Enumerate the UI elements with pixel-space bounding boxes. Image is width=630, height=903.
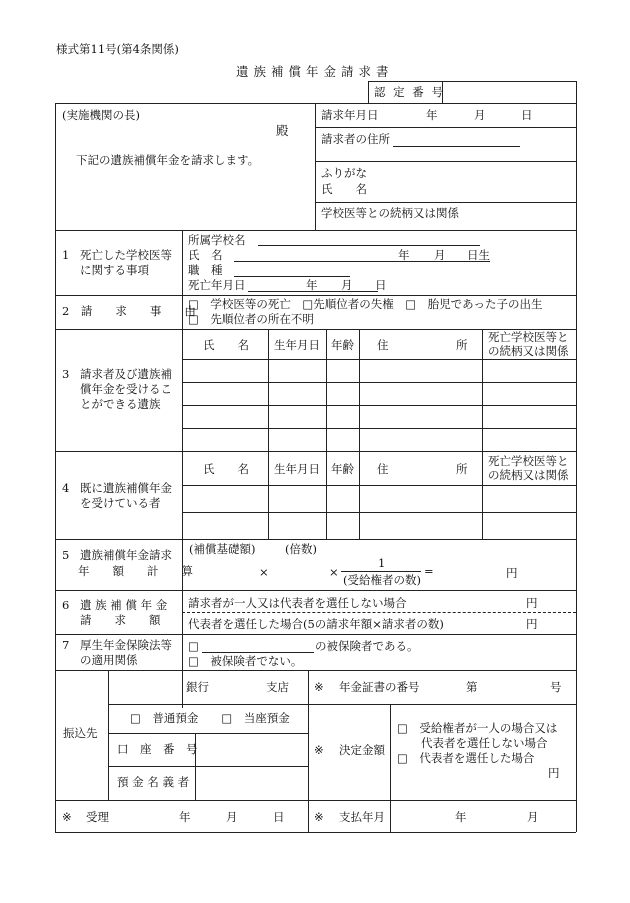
receipt-mark: ※ — [62, 810, 72, 824]
sec1-number: 1 — [62, 248, 70, 262]
deposit-type-options[interactable]: □ 普通預金 □ 当座預金 — [130, 711, 290, 725]
date-unit-day: 日 — [521, 108, 533, 122]
sec3-col-relation-line2: の続柄又は関係 — [488, 344, 569, 358]
account-holder-field[interactable] — [196, 767, 307, 799]
sec2-label: 2 請 求 事 由 — [62, 304, 196, 318]
sec6-label-line2: 請 求 額 — [80, 613, 161, 627]
form-title: 遺族補償年金請求書 — [236, 64, 394, 79]
decision-mark: ※ — [314, 743, 324, 757]
death-unit-month: 月 — [341, 278, 353, 292]
sec3-number: 3 — [62, 367, 70, 381]
decision-option1-line1[interactable]: □ 受給権者が一人の場合又は — [397, 721, 558, 735]
account-holder-label: 預 金 名 義 者 — [117, 775, 190, 789]
fraction-numerator: 1 — [378, 556, 386, 570]
cert-no-label: 認 定 番 号 — [374, 85, 445, 99]
furigana-label: ふりがな — [321, 166, 367, 180]
death-date-label: 死亡年月日 — [188, 278, 246, 292]
reason-line-2[interactable]: □ 先順位者の所在不明 — [188, 312, 314, 326]
sec7-label-line2: の適用関係 — [80, 653, 138, 667]
address-label: 請求者の住所 — [321, 132, 390, 146]
pension-cert-dai: 第 — [466, 680, 478, 694]
request-text: 下記の遺族補償年金を請求します。 — [76, 153, 260, 167]
form-id: 様式第11号(第4条関係) — [56, 42, 179, 56]
sec7-option1-checkbox[interactable]: □ — [188, 639, 199, 653]
sec6-row1-label: 請求者が一人又は代表者を選任しない場合 — [188, 596, 407, 610]
sec4-label-line2: を受けている者 — [80, 496, 161, 510]
pay-month-label: 支払年月 — [339, 810, 385, 824]
sec3-label-line3: とができる遺族 — [80, 397, 161, 411]
birth-unit-month: 月 — [434, 248, 446, 262]
sec7-number: 7 — [62, 638, 70, 652]
pension-cert-mark: ※ — [314, 680, 324, 694]
sec7-option1-text: の被保険者である。 — [315, 639, 419, 653]
sec7-label-line1: 厚生年金保険法等 — [80, 638, 172, 652]
deceased-name-field[interactable] — [234, 261, 490, 262]
death-unit-year: 年 — [306, 278, 318, 292]
sec6-label-line1: 遺 族 補 償 年 金 — [80, 598, 168, 612]
death-unit-day: 日 — [375, 278, 387, 292]
receipt-unit-day: 日 — [273, 810, 285, 824]
sec4-col-age: 年齢 — [331, 462, 354, 476]
receipt-label: 受理 — [86, 810, 109, 824]
pay-month-mark: ※ — [314, 810, 324, 824]
base-amount-label: (補償基礎額) — [189, 542, 256, 556]
sec1-label-line2: に関する事項 — [80, 263, 149, 277]
sec4-number: 4 — [62, 481, 70, 495]
pay-unit-month: 月 — [527, 810, 539, 824]
sec3-label-line2: 償年金を受けるこ — [80, 382, 172, 396]
receipt-unit-month: 月 — [226, 810, 238, 824]
job-label: 職 種 — [188, 263, 223, 277]
pension-cert-go: 号 — [550, 680, 562, 694]
school-field[interactable] — [258, 245, 480, 246]
decision-option2[interactable]: □ 代表者を選任した場合 — [397, 751, 535, 765]
sec1-label-line1: 死亡した学校医等 — [80, 248, 172, 262]
sec4-col-birth: 生年月日 — [274, 462, 320, 476]
bank-transfer-label: 振込先 — [63, 726, 98, 740]
receipt-unit-year: 年 — [179, 810, 191, 824]
sec5-label-line2: 年 額 計 算 — [78, 564, 193, 578]
account-number-label: 口 座 番 号 — [117, 742, 198, 756]
sec7-option2[interactable]: □ 被保険者でない。 — [188, 654, 303, 668]
school-label: 所属学校名 — [188, 233, 246, 247]
sec3-col-addr-right: 所 — [456, 338, 468, 352]
job-field[interactable] — [234, 276, 350, 277]
times-sign-1: × — [259, 565, 269, 579]
sec6-row2-yen: 円 — [526, 617, 538, 631]
sec5-label-line1: 遺族補償年金請求 — [80, 548, 172, 562]
sec4-col-addr-left: 住 — [377, 462, 389, 476]
sec4-col-name: 氏 名 — [203, 462, 249, 476]
sec3-col-addr-left: 住 — [377, 338, 389, 352]
sec6-row2-label: 代表者を選任した場合(5の請求年額×請求者の数) — [188, 617, 444, 631]
sec3-col-relation-line1: 死亡学校医等と — [488, 330, 569, 344]
decision-yen: 円 — [548, 766, 560, 780]
sec4-col-addr-right: 所 — [456, 462, 468, 476]
relation-label: 学校医等との続柄又は関係 — [321, 206, 459, 220]
fraction-bar — [341, 571, 421, 572]
reason-line-1[interactable]: □ 学校医等の死亡 □先順位者の失権 □ 胎児であった子の出生 — [188, 297, 543, 311]
sec6-row1-yen: 円 — [526, 596, 538, 610]
pension-cert-label: 年金証書の番号 — [339, 680, 420, 694]
pay-unit-year: 年 — [455, 810, 467, 824]
date-label: 請求年月日 — [321, 108, 379, 122]
sec3-col-name: 氏 名 — [203, 338, 249, 352]
bank-name-label: 銀行 — [186, 680, 209, 694]
multiplier-label: (倍数) — [285, 542, 317, 556]
cert-no-field[interactable] — [443, 82, 575, 102]
sec3-col-age: 年齢 — [331, 338, 354, 352]
sec3-col-birth: 生年月日 — [274, 338, 320, 352]
sec4-label-line1: 既に遺族補償年金 — [80, 481, 172, 495]
account-number-field[interactable] — [196, 734, 307, 765]
decision-option1-line2: 代表者を選任しない場合 — [421, 736, 548, 750]
sec3-label-line1: 請求者及び遺族補 — [80, 367, 172, 381]
sec5-number: 5 — [62, 548, 70, 562]
birth-unit-day: 日生 — [467, 248, 490, 262]
sec4-col-relation-line1: 死亡学校医等と — [488, 454, 569, 468]
date-unit-year: 年 — [426, 108, 438, 122]
birth-unit-year: 年 — [398, 248, 410, 262]
branch-name-label: 支店 — [266, 680, 289, 694]
name-label: 氏 名 — [321, 182, 367, 196]
sec4-col-relation-line2: の続柄又は関係 — [488, 468, 569, 482]
equals-sign: = — [424, 564, 434, 578]
date-unit-month: 月 — [474, 108, 486, 122]
times-sign-2: × — [329, 565, 339, 579]
deceased-name-label: 氏 名 — [188, 248, 223, 262]
institution-head: (実施機関の長) — [62, 108, 140, 122]
decision-label: 決定金額 — [339, 743, 385, 757]
fraction-denominator: (受給権者の数) — [343, 573, 421, 587]
address-field[interactable] — [393, 146, 520, 147]
insurance-type-field[interactable] — [202, 652, 314, 653]
dono-label: 殿 — [276, 123, 289, 138]
sec5-yen: 円 — [506, 566, 518, 580]
sec6-number: 6 — [62, 598, 70, 612]
